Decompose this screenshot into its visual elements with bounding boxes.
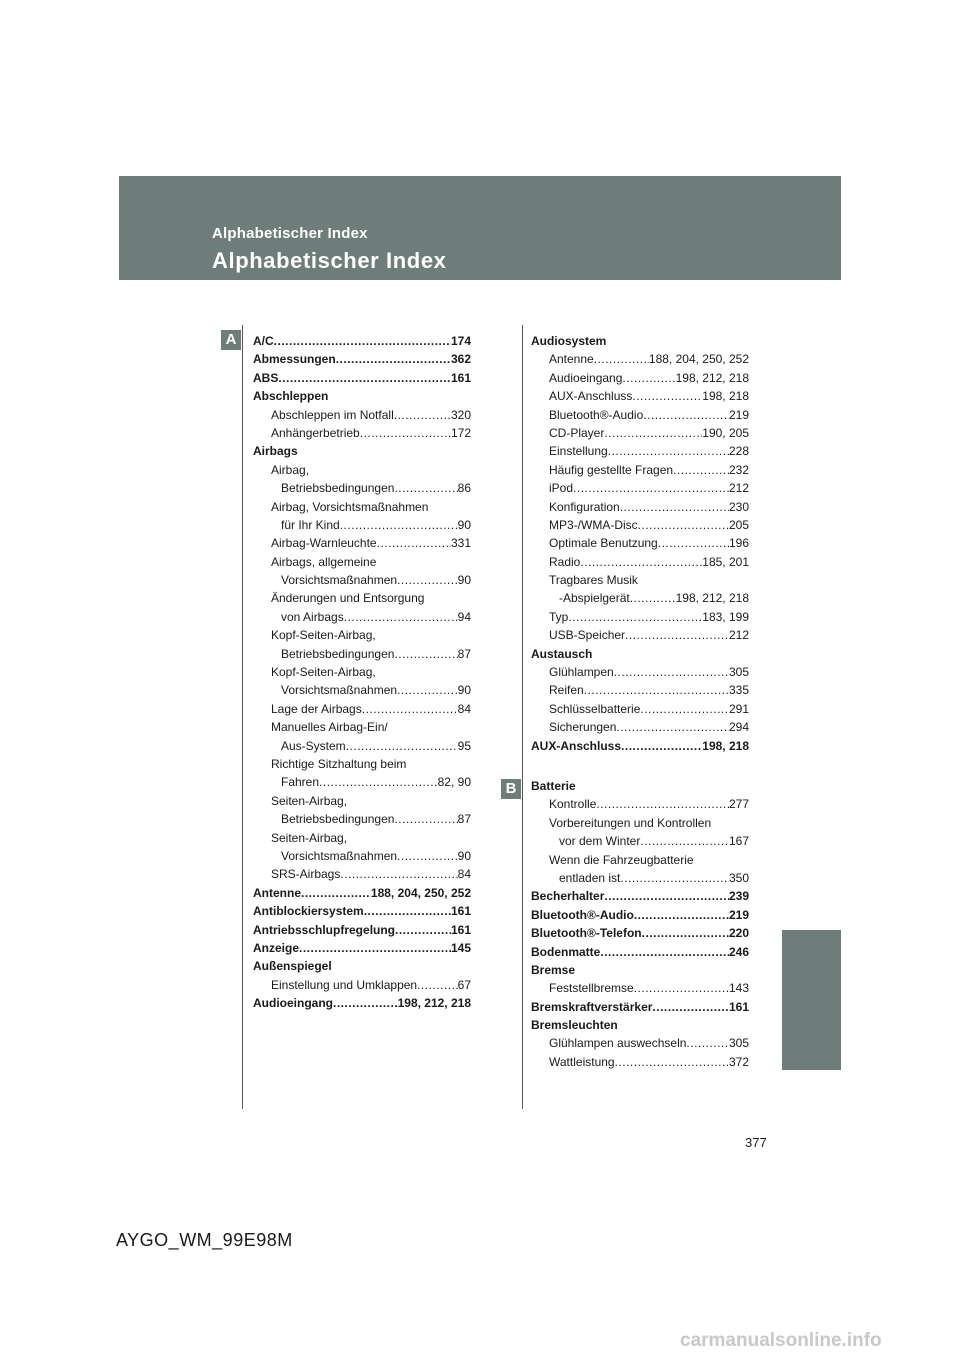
dot-leader [362, 700, 458, 718]
index-entry[interactable] [253, 700, 471, 718]
dot-leader [417, 976, 458, 994]
entry-term: Radio [549, 554, 581, 569]
dot-leader [568, 608, 702, 626]
entry-term: Betriebsbedingungen [281, 481, 395, 496]
entry-page: 350 [728, 870, 749, 885]
dot-leader [604, 887, 729, 905]
entry-term: Antiblockiersystem [253, 904, 364, 919]
entry-term: Becherhalter [531, 889, 605, 904]
entry-term: Abschleppen im Notfall [271, 407, 394, 422]
index-entry[interactable] [531, 832, 749, 850]
entry-term: Bodenmatte [531, 944, 601, 959]
index-entry[interactable] [253, 387, 471, 405]
index-entry[interactable] [531, 406, 749, 424]
index-entry[interactable] [253, 406, 471, 424]
entry-term: Wattleistung [549, 1054, 615, 1069]
entry-term: Vorsichtsmaßnahmen [281, 848, 398, 863]
page-number: 377 [745, 1135, 767, 1150]
entry-page: 246 [728, 944, 749, 959]
dot-leader [278, 369, 451, 387]
entry-term: Airbag, [271, 462, 310, 477]
dot-leader [360, 424, 451, 442]
index-entry[interactable] [531, 1034, 749, 1052]
entry-page: 320 [450, 407, 471, 422]
entry-page: 277 [728, 797, 749, 812]
entry-term: Richtige Sitzhaltung beim [271, 756, 407, 771]
dot-leader [274, 332, 451, 350]
entry-term: Batterie [531, 778, 576, 793]
index-entry[interactable] [531, 516, 749, 534]
entry-page: 161 [450, 922, 471, 937]
index-entry[interactable] [253, 994, 471, 1012]
entry-term: Glühlampen auswechseln [549, 1036, 687, 1051]
entry-term: Airbags, allgemeine [271, 554, 377, 569]
entry-page: 335 [728, 683, 749, 698]
index-entry[interactable] [531, 943, 749, 961]
entry-term: SRS-Airbags [271, 867, 341, 882]
entry-page: 87 [457, 646, 471, 661]
index-entry[interactable] [253, 755, 471, 773]
entry-term: Airbag-Warnleuchte [271, 536, 377, 551]
index-entry[interactable] [253, 589, 471, 607]
entry-page: 232 [728, 462, 749, 477]
entry-page: 219 [728, 907, 749, 922]
index-entry[interactable] [531, 645, 749, 663]
watermark: carmanualsonline.info [680, 1330, 882, 1351]
index-entry[interactable] [531, 571, 749, 589]
entry-term: Außenspiegel [253, 959, 332, 974]
entry-term: Anhängerbetrieb [271, 425, 360, 440]
dot-leader [652, 998, 729, 1016]
dot-leader [614, 663, 729, 681]
dot-leader [594, 350, 649, 368]
entry-term: A/C [253, 334, 274, 348]
index-entry[interactable] [253, 829, 471, 847]
entry-term: Bremsleuchten [531, 1018, 618, 1033]
entry-page: 143 [728, 981, 749, 996]
page-title: Alphabetischer Index [212, 248, 447, 273]
entry-page: 198, 218 [702, 738, 749, 753]
index-entry[interactable] [531, 608, 749, 626]
entry-page: 372 [728, 1054, 749, 1069]
index-entry[interactable] [531, 663, 749, 681]
index-entry[interactable] [253, 737, 471, 755]
entry-term: von Airbags [281, 609, 344, 624]
index-entry[interactable] [531, 777, 749, 795]
dot-leader [584, 681, 729, 699]
dot-leader [596, 795, 729, 813]
entry-term: Wenn die Fahrzeugbatterie [549, 852, 694, 867]
index-entry[interactable] [531, 626, 749, 644]
entry-term: Antenne [253, 885, 301, 900]
index-entry[interactable] [253, 939, 471, 957]
index-entry[interactable] [531, 461, 749, 479]
entry-page: 228 [728, 444, 749, 459]
index-entry[interactable] [253, 626, 471, 644]
entry-page: 362 [450, 352, 471, 367]
index-entry[interactable] [253, 865, 471, 883]
index-group-b [531, 777, 749, 1071]
entry-page: 90 [457, 517, 471, 532]
entry-term: Bluetooth®-Audio [549, 407, 644, 422]
entry-page: 294 [728, 720, 749, 735]
index-entry[interactable] [531, 906, 749, 924]
entry-page: 331 [450, 536, 471, 551]
index-entry[interactable] [253, 663, 471, 681]
entry-term: Austausch [531, 646, 593, 661]
dot-leader [632, 387, 702, 405]
dot-leader [658, 534, 729, 552]
index-entry[interactable] [253, 976, 471, 994]
dot-leader [600, 943, 729, 961]
entry-term: Einstellung und Umklappen [271, 977, 418, 992]
dot-leader [620, 498, 729, 516]
entry-term: Seiten-Airbag, [271, 793, 348, 808]
entry-term: Bluetooth®-Audio [531, 907, 634, 922]
entry-term: Kontrolle [549, 797, 597, 812]
entry-term: Aus-System [281, 738, 346, 753]
entry-page: 174 [450, 334, 471, 348]
dot-leader [336, 350, 451, 368]
index-column-2 [531, 332, 749, 1071]
entry-page: 190, 205 [702, 425, 749, 440]
entry-page: 230 [728, 499, 749, 514]
index-entry[interactable] [253, 847, 471, 865]
index-entry[interactable] [253, 516, 471, 534]
entry-term: Kopf-Seiten-Airbag, [271, 628, 376, 643]
index-entry[interactable] [253, 902, 471, 920]
entry-term: Vorsichtsmaßnahmen [281, 683, 398, 698]
entry-term: Kopf-Seiten-Airbag, [271, 665, 376, 680]
index-entry[interactable] [531, 979, 749, 997]
index-group-a [531, 332, 749, 755]
dot-leader [608, 442, 729, 460]
dot-leader [604, 424, 702, 442]
entry-page: 305 [728, 1036, 749, 1051]
index-column-1 [253, 332, 471, 1012]
index-entry[interactable] [531, 479, 749, 497]
dot-leader [640, 832, 729, 850]
index-entry[interactable] [531, 851, 749, 869]
entry-term: vor dem Winter [559, 834, 641, 849]
entry-page: 196 [728, 536, 749, 551]
entry-page: 183, 199 [702, 609, 749, 624]
index-entry[interactable] [253, 957, 471, 975]
entry-page: 86 [457, 481, 471, 496]
index-entry[interactable] [531, 442, 749, 460]
dot-leader [622, 369, 675, 387]
index-entry[interactable] [531, 369, 749, 387]
index-entry[interactable] [531, 424, 749, 442]
column-rule-left [242, 325, 243, 1109]
entry-term: Abschleppen [253, 389, 329, 404]
entry-term: Audioeingang [253, 996, 333, 1011]
dot-leader [643, 406, 729, 424]
dot-leader [364, 902, 451, 920]
index-entry[interactable] [531, 737, 749, 755]
entry-page: 82, 90 [437, 775, 471, 790]
entry-term: Häufig gestellte Fragen [549, 462, 674, 477]
dot-leader [394, 479, 457, 497]
dot-leader [634, 979, 729, 997]
entry-term: CD-Player [549, 425, 605, 440]
index-entry[interactable] [531, 553, 749, 571]
index-entry[interactable] [531, 887, 749, 905]
entry-term: Anzeige [253, 940, 300, 955]
dot-leader [301, 884, 371, 902]
entry-page: 198, 212, 218 [397, 996, 471, 1011]
dot-leader [299, 939, 451, 957]
dot-leader [580, 553, 702, 571]
entry-page: 94 [457, 609, 471, 624]
entry-page: 305 [728, 665, 749, 680]
entry-page: 161 [450, 904, 471, 919]
entry-term: ABS [253, 370, 279, 385]
dot-leader [394, 406, 451, 424]
dot-leader [333, 994, 398, 1012]
entry-term: Konfiguration [549, 499, 620, 514]
entry-term: Änderungen und Entsorgung [271, 591, 425, 606]
entry-term: Einstellung [549, 444, 608, 459]
index-entry[interactable] [253, 884, 471, 902]
dot-leader [346, 737, 458, 755]
index-entry[interactable] [531, 1053, 749, 1071]
entry-term: iPod [549, 481, 574, 496]
index-entry[interactable] [253, 479, 471, 497]
entry-term: Airbag, Vorsichtsmaßnahmen [271, 499, 429, 514]
dot-leader [573, 479, 729, 497]
index-entry[interactable] [531, 589, 749, 607]
entry-term: Reifen [549, 683, 584, 698]
index-entry[interactable] [531, 332, 749, 350]
dot-leader [673, 461, 729, 479]
entry-page: 95 [457, 738, 471, 753]
entry-page: 90 [457, 683, 471, 698]
entry-term: Schlüsselbatterie [549, 701, 641, 716]
dot-leader [340, 516, 458, 534]
index-entry[interactable] [253, 553, 471, 571]
dot-leader [344, 608, 458, 626]
index-entry[interactable] [253, 442, 471, 460]
entry-term: AUX-Anschluss [549, 389, 633, 404]
entry-term: Seiten-Airbag, [271, 830, 348, 845]
section-label: Alphabetischer Index [212, 225, 368, 242]
dot-leader [340, 865, 457, 883]
dot-leader [640, 700, 729, 718]
index-entry[interactable] [531, 387, 749, 405]
entry-page: 84 [457, 701, 471, 716]
dot-leader [397, 571, 458, 589]
index-entry[interactable] [531, 924, 749, 942]
entry-term: AUX-Anschluss [531, 738, 622, 753]
entry-page: 212 [728, 481, 749, 496]
entry-term: Betriebsbedingungen [281, 812, 395, 827]
index-entry[interactable] [531, 700, 749, 718]
index-entry[interactable] [253, 645, 471, 663]
dot-leader [394, 810, 457, 828]
dot-leader [319, 773, 438, 791]
index-entry[interactable] [531, 350, 749, 368]
entry-term: Antriebsschlupfregelung [253, 922, 396, 937]
dot-leader [630, 589, 676, 607]
index-entry[interactable] [531, 814, 749, 832]
dot-leader [394, 645, 457, 663]
entry-term: Bremskraftverstärker [531, 999, 653, 1014]
entry-page: 188, 204, 250, 252 [370, 885, 471, 900]
index-entry[interactable] [531, 1016, 749, 1034]
group-spacer [531, 755, 749, 777]
index-entry[interactable] [531, 961, 749, 979]
entry-page: 198, 212, 218 [675, 370, 749, 385]
index-entry[interactable] [531, 534, 749, 552]
dot-leader [620, 869, 729, 887]
dot-leader [395, 921, 451, 939]
entry-term: Tragbares Musik [549, 573, 638, 588]
index-entry[interactable] [253, 534, 471, 552]
entry-page: 67 [457, 977, 471, 992]
entry-term: Bremse [531, 962, 576, 977]
entry-page: 90 [457, 573, 471, 588]
entry-term: Airbags [253, 444, 298, 459]
index-entry[interactable] [253, 571, 471, 589]
index-entry[interactable] [531, 498, 749, 516]
dot-leader [638, 516, 729, 534]
entry-term: Feststellbremse [549, 981, 634, 996]
entry-page: 220 [728, 926, 749, 941]
entry-page: 161 [728, 999, 749, 1014]
dot-leader [642, 924, 729, 942]
entry-page: 167 [728, 834, 749, 849]
entry-term: Audioeingang [549, 370, 623, 385]
column-rule-right [522, 325, 523, 1109]
entry-term: Audiosystem [531, 334, 607, 348]
index-entry[interactable] [253, 810, 471, 828]
entry-page: 161 [450, 370, 471, 385]
index-entry[interactable] [253, 369, 471, 387]
index-entry[interactable] [253, 681, 471, 699]
entry-page: 90 [457, 848, 471, 863]
entry-term: USB-Speicher [549, 628, 626, 643]
entry-page: 198, 212, 218 [675, 591, 749, 606]
index-entry[interactable] [253, 461, 471, 479]
dot-leader [621, 737, 702, 755]
chapter-side-tab[interactable] [782, 930, 841, 1070]
entry-term: Vorbereitungen und Kontrollen [549, 815, 712, 830]
entry-term: Abmessungen [253, 352, 336, 367]
entry-term: -Abspielgerät [559, 591, 630, 606]
entry-page: 205 [728, 517, 749, 532]
entry-term: Bluetooth®-Telefon [531, 926, 642, 941]
dot-leader [634, 906, 729, 924]
entry-term: Lage der Airbags [271, 701, 362, 716]
entry-term: Glühlampen [549, 665, 614, 680]
dot-leader [615, 1053, 729, 1071]
dot-leader [616, 718, 729, 736]
entry-term: Betriebsbedingungen [281, 646, 395, 661]
index-entry[interactable] [253, 773, 471, 791]
entry-term: Optimale Benutzung [549, 536, 658, 551]
entry-term: Vorsichtsmaßnahmen [281, 573, 398, 588]
entry-page: 188, 204, 250, 252 [648, 352, 749, 367]
dot-leader [397, 681, 458, 699]
entry-page: 84 [457, 867, 471, 882]
entry-term: MP3-/WMA-Disc [549, 517, 638, 532]
entry-term: Antenne [549, 352, 594, 367]
entry-term: Sicherungen [549, 720, 617, 735]
index-letter-a[interactable]: A [221, 330, 241, 350]
index-letter-b[interactable]: B [501, 779, 521, 799]
entry-page: 145 [450, 940, 471, 955]
index-entry[interactable] [253, 424, 471, 442]
index-entry[interactable] [253, 350, 471, 368]
entry-page: 87 [457, 812, 471, 827]
dot-leader [377, 534, 451, 552]
index-entry[interactable] [531, 718, 749, 736]
entry-page: 239 [728, 889, 749, 904]
index-entry[interactable] [531, 869, 749, 887]
entry-term: für Ihr Kind [281, 517, 340, 532]
entry-page: 172 [450, 425, 471, 440]
entry-page: 198, 218 [702, 389, 749, 404]
index-entry[interactable] [253, 498, 471, 516]
entry-page: 219 [728, 407, 749, 422]
entry-term: entladen ist [559, 870, 621, 885]
entry-page: 212 [728, 628, 749, 643]
dot-leader [397, 847, 458, 865]
index-entry[interactable] [531, 681, 749, 699]
entry-term: Manuelles Airbag-Ein/ [271, 720, 388, 735]
index-entry[interactable] [253, 792, 471, 810]
dot-leader [686, 1034, 729, 1052]
entry-page: 185, 201 [702, 554, 749, 569]
index-entry[interactable] [531, 998, 749, 1016]
index-entry[interactable] [253, 718, 471, 736]
document-code: AYGO_WM_99E98M [116, 1230, 293, 1250]
index-entry[interactable] [253, 921, 471, 939]
entry-page: 291 [728, 701, 749, 716]
entry-term: Typ [549, 609, 569, 624]
dot-leader [625, 626, 729, 644]
entry-term: Fahren [281, 775, 320, 790]
index-entry[interactable] [531, 795, 749, 813]
index-entry[interactable] [253, 332, 471, 350]
index-entry[interactable] [253, 608, 471, 626]
